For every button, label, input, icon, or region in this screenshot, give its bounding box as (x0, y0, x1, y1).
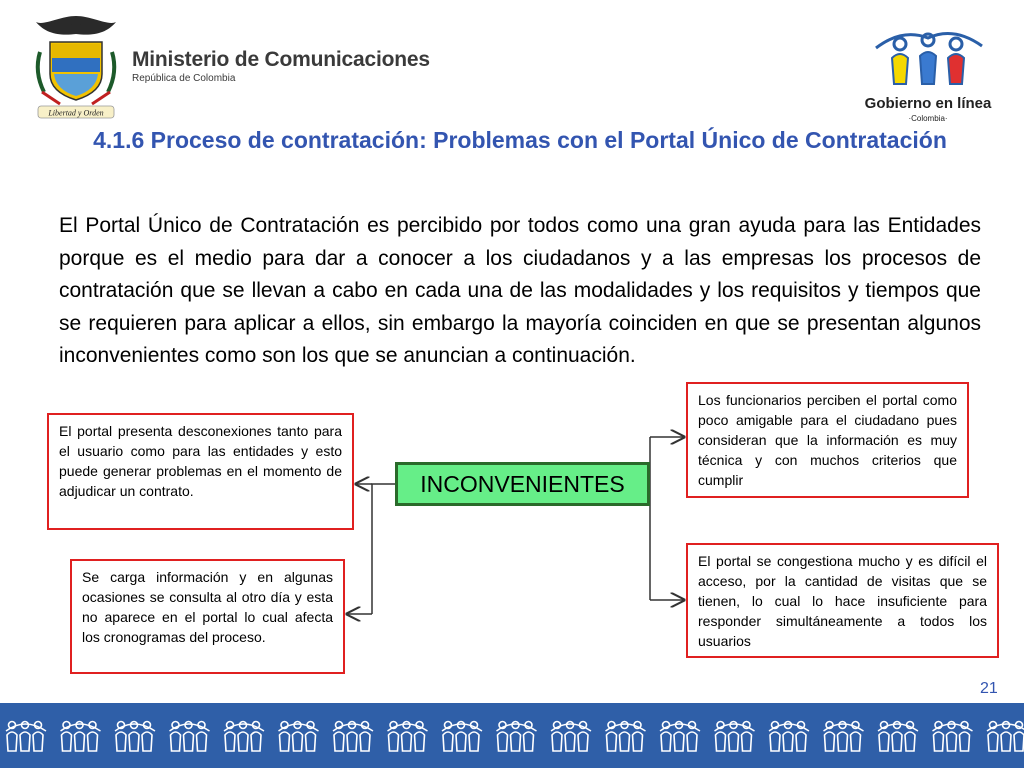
svg-text:Libertad y Orden: Libertad y Orden (48, 108, 104, 118)
ministry-title: Ministerio de Comunicaciones (132, 48, 430, 71)
issue-text: Los funcionarios perciben el portal como poco amigable para el ciudadano pues consideran que la información es muy técnica y con muchos criterios que cumplir (698, 392, 957, 488)
issue-text: El portal se congestiona mucho y es difícil el acceso, por la cantidad de visitas que se tienen, lo cual lo hace insuficiente para responder simultáneamente a todos los usuarios (698, 553, 987, 649)
coat-of-arms-logo (30, 12, 122, 124)
issue-box-disconnections (47, 413, 354, 530)
central-label-box: INCONVENIENTES (395, 462, 650, 506)
issue-box-congestion (686, 543, 999, 658)
issue-box-unfriendly-portal (686, 382, 969, 498)
issue-box-delayed-info (70, 559, 345, 674)
page-number: 21 (980, 680, 998, 697)
ministry-header (132, 48, 430, 84)
slide-title: 4.1.6 Proceso de contratación: Problemas con el Portal Único de Contratación (93, 127, 947, 153)
ministry-subtitle: República de Colombia (132, 73, 236, 84)
issue-text: Se carga información y en algunas ocasiones se consulta al otro día y esta no aparece en el portal lo cual afecta los cronogramas del proceso. (82, 569, 333, 645)
people-pattern-decoration (0, 711, 1024, 761)
svg-text:Gobierno en línea: Gobierno en línea (864, 95, 992, 112)
body-paragraph: El Portal Único de Contratación es percibido por todos como una gran ayuda para las Entidades porque es el medio para dar a conocer a los ciudadanos y a las empresas los procesos de contratación que se llevan a cabo en cada una de las modalidades y los requisitos y tiempos que se requieren para aplicar a ellos, sin embargo la mayoría coinciden en que se presentan algunos inconvenientes como son los que se anuncian a continuación. (59, 214, 981, 367)
footer-band (0, 703, 1024, 768)
svg-text:·Colombia·: ·Colombia· (908, 114, 948, 123)
connector-left-spine (372, 484, 395, 614)
gobierno-en-linea-logo (862, 18, 994, 128)
issue-text: El portal presenta desconexiones tanto para el usuario como para las entidades y esto puede generar problemas en el momento de adjudicar un contrato. (59, 423, 342, 499)
